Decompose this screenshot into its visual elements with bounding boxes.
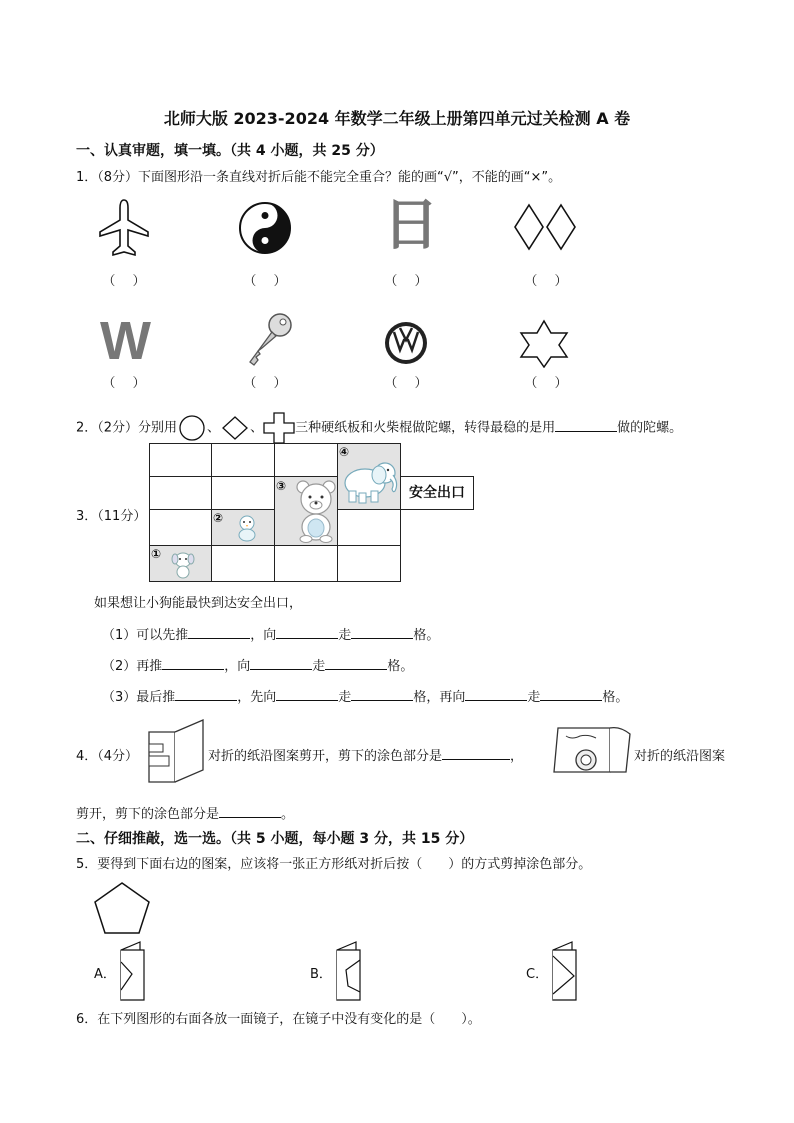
chick-icon — [233, 513, 261, 543]
answer-blank-step1-block[interactable] — [188, 625, 250, 639]
step-2-text-c: 走 — [312, 659, 326, 674]
question-4-line-1 — [208, 745, 523, 764]
airplane-icon — [98, 198, 150, 258]
step-1-text-b: ，向 — [250, 628, 277, 643]
grid-cell — [149, 476, 212, 510]
answer-blank-step3-direction-2[interactable] — [465, 687, 527, 701]
answer-paren-1[interactable]: （ ） — [102, 274, 146, 289]
folded-paper-2-icon — [552, 722, 634, 778]
question-2-sep-1: 、 — [207, 420, 221, 436]
step-2-text-d: 格。 — [387, 659, 414, 674]
step-3-text-a: （3）最后推 — [102, 690, 176, 705]
grid-cell — [211, 476, 275, 510]
answer-paren-3[interactable]: （ ） — [384, 274, 428, 289]
grid-cell — [211, 545, 275, 582]
marker-4: ④ — [339, 445, 350, 459]
grid-cell — [274, 545, 338, 582]
answer-blank-step3-count-1[interactable] — [351, 687, 413, 701]
step-2-text-a: （2）再推 — [102, 659, 163, 674]
page-title: 北师大版 2023-2024 年数学二年级上册第四单元过关检测 A 卷 — [163, 109, 631, 128]
key-icon — [244, 312, 294, 368]
section-1-heading: 一、认真审题，填一填。（共 4 小题，共 25 分） — [76, 143, 384, 159]
question-3-step-1 — [102, 624, 439, 643]
question-2-sep-2: 、 — [250, 420, 264, 436]
square-diamond-shape-icon — [220, 415, 250, 441]
marker-2: ② — [213, 511, 224, 525]
answer-blank-step3-count-2[interactable] — [540, 687, 602, 701]
answer-blank-step2-direction[interactable] — [250, 656, 312, 670]
answer-blank-q4-2[interactable] — [219, 804, 281, 818]
answer-blank-q2[interactable] — [555, 418, 617, 432]
option-b-fold-icon[interactable] — [334, 940, 364, 1002]
question-3-label: 3．（11分） — [76, 509, 147, 524]
grid-cell — [149, 509, 212, 546]
double-diamond-icon — [513, 203, 577, 251]
yin-yang-icon — [237, 200, 293, 256]
bear-icon — [294, 479, 338, 543]
question-5-text: 5．要得到下面右边的图案，应该将一张正方形纸对折后按（ ）的方式剪掉涂色部分。 — [76, 857, 592, 872]
step-3-text-c: 走 — [338, 690, 352, 705]
option-c-label[interactable]: C． — [526, 967, 549, 982]
question-4-period: 。 — [281, 807, 295, 822]
volkswagen-logo-icon — [383, 320, 429, 366]
answer-blank-step1-count[interactable] — [351, 625, 413, 639]
grid-cell — [149, 443, 212, 477]
elephant-icon — [341, 457, 401, 505]
grid-cell — [211, 443, 275, 477]
step-1-text-d: 格。 — [413, 628, 440, 643]
cross-shape-icon — [263, 412, 295, 444]
grid-cell — [274, 443, 338, 477]
step-3-text-e: 走 — [527, 690, 541, 705]
character-ri-figure: 日 — [383, 193, 439, 258]
pentagon-icon — [92, 880, 152, 936]
option-b-label[interactable]: B． — [310, 967, 332, 982]
option-c-fold-icon[interactable] — [550, 940, 580, 1002]
question-6-text: 6．在下列图形的右面各放一面镜子，在镜子中没有变化的是（ ）。 — [76, 1012, 481, 1027]
question-2-prefix: 2．（2分）分别用 — [76, 420, 178, 436]
question-4-text-2: 对折的纸沿图案 — [634, 749, 726, 764]
question-2-middle: 三种硬纸板和火柴棍做陀螺，转得最稳的是用 — [295, 420, 556, 436]
answer-blank-q4-1[interactable] — [442, 746, 510, 760]
answer-blank-step3-direction-1[interactable] — [276, 687, 338, 701]
question-4-text-1: 对折的纸沿图案剪开，剪下的涂色部分是 — [208, 749, 443, 764]
puppy-icon — [169, 549, 197, 579]
letter-w-figure: W — [100, 311, 151, 371]
question-4-comma: ， — [510, 749, 524, 764]
answer-blank-step1-direction[interactable] — [276, 625, 338, 639]
six-point-star-icon — [516, 318, 572, 368]
circle-shape-icon — [177, 415, 207, 441]
question-2-suffix: 做的陀螺。 — [617, 420, 683, 436]
answer-paren-6[interactable]: （ ） — [243, 376, 287, 391]
grid-cell — [337, 509, 401, 546]
step-1-text-c: 走 — [338, 628, 352, 643]
step-3-text-b: ，先向 — [237, 690, 277, 705]
question-3-step-2 — [102, 655, 413, 674]
question-1-text: 1．（8分）下面图形沿一条直线对折后能不能完全重合？能的画“√”，不能的画“×”。 — [76, 170, 562, 185]
question-4-text-3: 剪开，剪下的涂色部分是 — [76, 807, 220, 822]
marker-3: ③ — [276, 479, 287, 493]
answer-paren-7[interactable]: （ ） — [384, 376, 428, 391]
answer-paren-8[interactable]: （ ） — [524, 376, 568, 391]
folded-paper-1-icon — [145, 718, 207, 784]
step-3-text-d: 格，再向 — [413, 690, 466, 705]
question-3-step-3 — [102, 686, 628, 705]
marker-1: ① — [151, 547, 162, 561]
answer-paren-2[interactable]: （ ） — [243, 274, 287, 289]
step-3-text-f: 格。 — [602, 690, 629, 705]
answer-blank-step2-count[interactable] — [325, 656, 387, 670]
safety-exit-label: 安全出口 — [400, 476, 474, 510]
question-2-line — [76, 412, 682, 444]
question-4-label: 4．（4分） — [76, 749, 139, 764]
step-1-text-a: （1）可以先推 — [102, 628, 189, 643]
answer-paren-5[interactable]: （ ） — [102, 376, 146, 391]
option-a-fold-icon[interactable] — [118, 940, 148, 1002]
question-4-line-2 — [76, 803, 294, 822]
answer-paren-4[interactable]: （ ） — [524, 274, 568, 289]
question-3-intro: 如果想让小狗能最快到达安全出口， — [94, 596, 303, 611]
answer-blank-step3-block[interactable] — [175, 687, 237, 701]
option-a-label[interactable]: A． — [94, 967, 116, 982]
grid-cell — [337, 545, 401, 582]
answer-blank-step2-block[interactable] — [162, 656, 224, 670]
step-2-text-b: ，向 — [224, 659, 251, 674]
section-2-heading: 二、仔细推敲，选一选。（共 5 小题，每小题 3 分，共 15 分） — [76, 831, 474, 847]
